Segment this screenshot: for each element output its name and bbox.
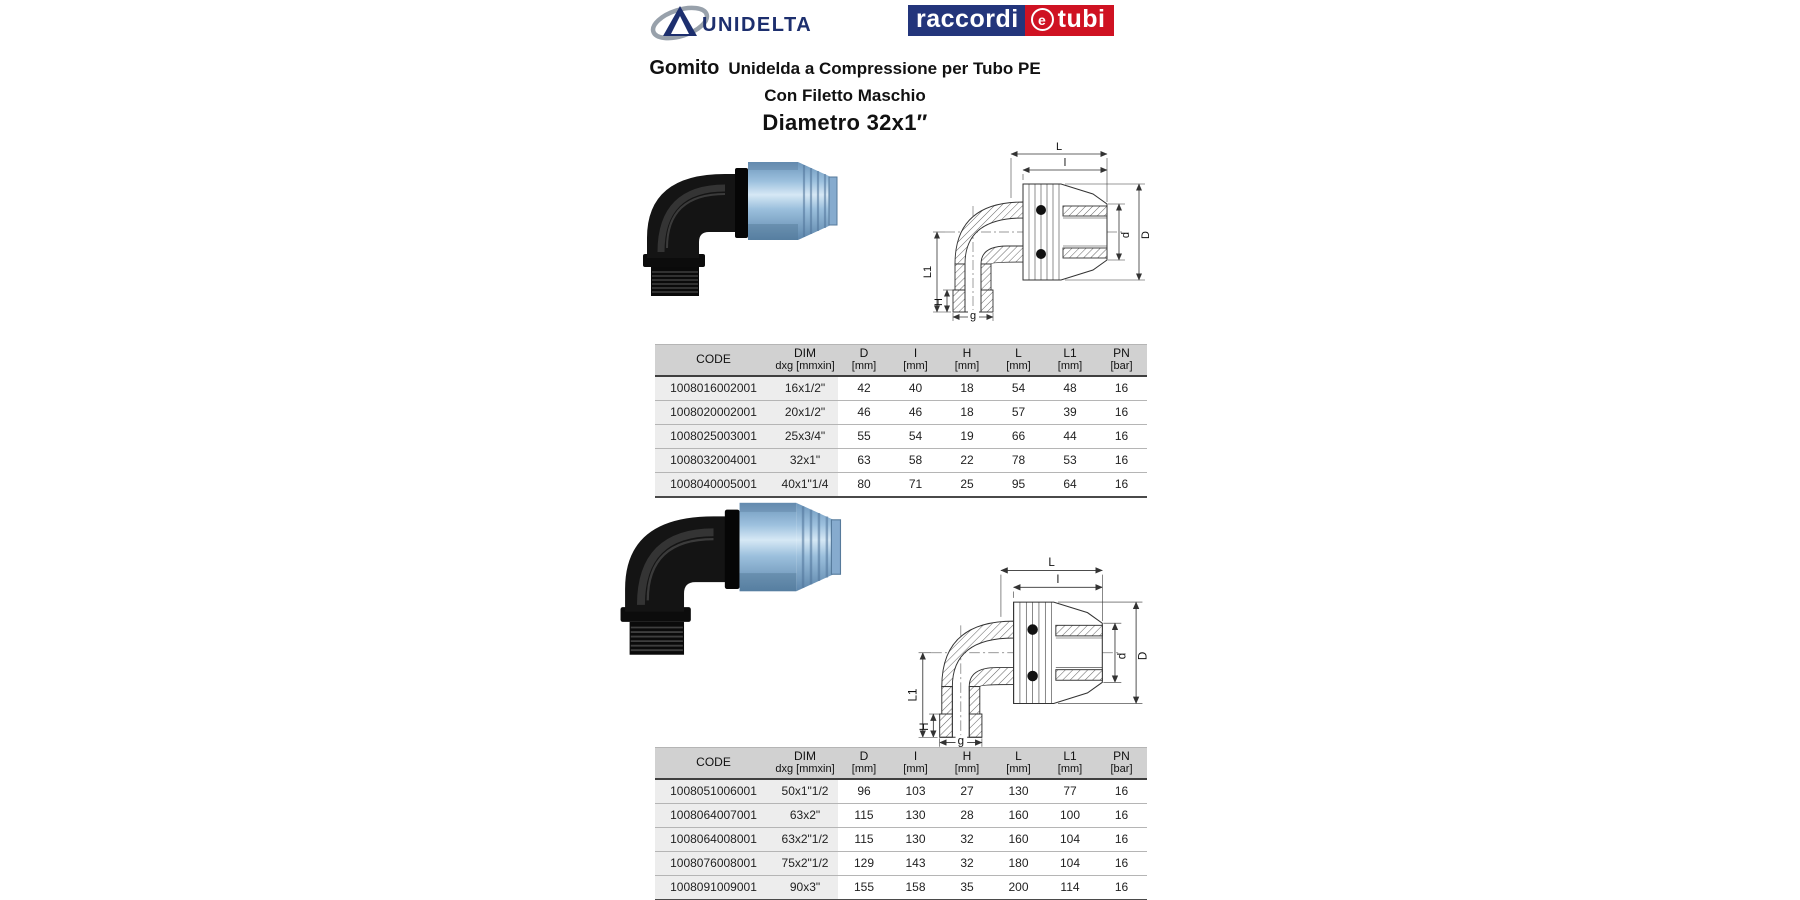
- cell-value: 95: [993, 472, 1044, 497]
- cell-value: 129: [838, 851, 890, 875]
- cell-value: 200: [993, 875, 1044, 900]
- title-line-2: Con Filetto Maschio: [764, 86, 926, 105]
- cell-value: 143: [890, 851, 941, 875]
- cell-value: 160: [993, 803, 1044, 827]
- cell-value: 100: [1044, 803, 1096, 827]
- cell-value: 114: [1044, 875, 1096, 900]
- cell-code: 1008064008001: [655, 827, 772, 851]
- cell-value: 18: [941, 400, 993, 424]
- cell-code: 1008016002001: [655, 376, 772, 401]
- cell-dim: 20x1/2": [772, 400, 838, 424]
- cell-value: 71: [890, 472, 941, 497]
- table-row: [655, 827, 1147, 851]
- cell-value: 16: [1096, 376, 1147, 401]
- column-header-dim: DIM dxg [mmxin]: [772, 345, 838, 376]
- title-diameter: Diametro 32x1″: [762, 110, 928, 135]
- raccordietubi-logo: [908, 5, 1114, 36]
- cell-code: 1008091009001: [655, 875, 772, 900]
- cell-code: 1008064007001: [655, 803, 772, 827]
- cell-code: 1008040005001: [655, 472, 772, 497]
- cell-value: 160: [993, 827, 1044, 851]
- cell-dim: 63x2": [772, 803, 838, 827]
- cell-value: 19: [941, 424, 993, 448]
- unidelta-logo: [650, 3, 825, 43]
- cell-value: 54: [890, 424, 941, 448]
- cell-dim: 50x1"1/2: [772, 779, 838, 804]
- table-row: [655, 803, 1147, 827]
- column-header-l: L [mm]: [993, 748, 1044, 779]
- column-header-code: CODE: [655, 345, 772, 376]
- cell-value: 28: [941, 803, 993, 827]
- cell-value: 78: [993, 448, 1044, 472]
- raccordi-wordmark: raccordi: [908, 5, 1025, 36]
- cell-code: 1008076008001: [655, 851, 772, 875]
- cell-value: 46: [838, 400, 890, 424]
- cell-value: 35: [941, 875, 993, 900]
- cell-dim: 75x2"1/2: [772, 851, 838, 875]
- cell-value: 16: [1096, 875, 1147, 900]
- cell-value: 57: [993, 400, 1044, 424]
- column-header-l1: L1 [mm]: [1044, 345, 1096, 376]
- column-header-code: CODE: [655, 748, 772, 779]
- column-header-i: I [mm]: [890, 345, 941, 376]
- cell-value: 55: [838, 424, 890, 448]
- cell-value: 39: [1044, 400, 1096, 424]
- table-row: [655, 376, 1147, 401]
- cell-code: 1008032004001: [655, 448, 772, 472]
- cell-value: 103: [890, 779, 941, 804]
- cell-value: 44: [1044, 424, 1096, 448]
- cell-dim: 16x1/2": [772, 376, 838, 401]
- table-2-header: [655, 748, 1147, 779]
- spec-table-2: [655, 747, 1147, 900]
- cell-dim: 63x2"1/2: [772, 827, 838, 851]
- cell-value: 115: [838, 803, 890, 827]
- cell-value: 16: [1096, 400, 1147, 424]
- cell-value: 48: [1044, 376, 1096, 401]
- cell-value: 46: [890, 400, 941, 424]
- tubi-wordmark: [1025, 5, 1114, 36]
- cell-value: 16: [1096, 472, 1147, 497]
- cell-dim: 90x3": [772, 875, 838, 900]
- table-row: [655, 875, 1147, 900]
- cell-value: 22: [941, 448, 993, 472]
- column-header-pn: PN [bar]: [1096, 345, 1147, 376]
- cell-value: 66: [993, 424, 1044, 448]
- technical-diagram-2: [908, 528, 1172, 748]
- cell-value: 96: [838, 779, 890, 804]
- e-circle-icon: e: [1031, 8, 1054, 31]
- product-type: Gomito: [649, 57, 720, 79]
- cell-value: 180: [993, 851, 1044, 875]
- cell-code: 1008020002001: [655, 400, 772, 424]
- cell-value: 104: [1044, 851, 1096, 875]
- cell-value: 158: [890, 875, 941, 900]
- cell-value: 16: [1096, 851, 1147, 875]
- cell-value: 16: [1096, 779, 1147, 804]
- product-photo-2: [566, 462, 844, 657]
- table-row: [655, 851, 1147, 875]
- cell-value: 104: [1044, 827, 1096, 851]
- table-row: [655, 424, 1147, 448]
- cell-value: 32: [941, 827, 993, 851]
- cell-value: 18: [941, 376, 993, 401]
- cell-value: 42: [838, 376, 890, 401]
- cell-value: 80: [838, 472, 890, 497]
- table-row: [655, 400, 1147, 424]
- column-header-pn: PN [bar]: [1096, 748, 1147, 779]
- table-1-header: [655, 345, 1147, 376]
- cell-value: 77: [1044, 779, 1096, 804]
- cell-value: 27: [941, 779, 993, 804]
- cell-code: 1008025003001: [655, 424, 772, 448]
- cell-value: 16: [1096, 448, 1147, 472]
- cell-value: 64: [1044, 472, 1096, 497]
- cell-value: 25: [941, 472, 993, 497]
- tubi-text: tubi: [1057, 5, 1106, 33]
- cell-value: 130: [993, 779, 1044, 804]
- column-header-d: D [mm]: [838, 748, 890, 779]
- unidelta-logo-text: UNIDELTA: [702, 14, 813, 36]
- cell-value: 63: [838, 448, 890, 472]
- title-line-1: [560, 57, 1130, 80]
- cell-code: 1008051006001: [655, 779, 772, 804]
- title-line-1-rest: Unidelda a Compressione per Tubo PE: [728, 59, 1041, 78]
- column-header-h: H [mm]: [941, 345, 993, 376]
- column-header-l: L [mm]: [993, 345, 1044, 376]
- cell-value: 40: [890, 376, 941, 401]
- table-row: [655, 779, 1147, 804]
- cell-value: 115: [838, 827, 890, 851]
- cell-value: 130: [890, 827, 941, 851]
- cell-value: 16: [1096, 803, 1147, 827]
- cell-value: 16: [1096, 827, 1147, 851]
- column-header-dim: DIM dxg [mmxin]: [772, 748, 838, 779]
- cell-dim: 32x1": [772, 448, 838, 472]
- cell-value: 155: [838, 875, 890, 900]
- table-2-body: [655, 779, 1147, 900]
- column-header-h: H [mm]: [941, 748, 993, 779]
- cell-value: 53: [1044, 448, 1096, 472]
- column-header-i: I [mm]: [890, 748, 941, 779]
- column-header-l1: L1 [mm]: [1044, 748, 1096, 779]
- column-header-d: D [mm]: [838, 345, 890, 376]
- cell-dim: 40x1"1/4: [772, 472, 838, 497]
- technical-diagram-1: [923, 114, 1173, 322]
- product-photo-1: [595, 126, 840, 298]
- cell-value: 54: [993, 376, 1044, 401]
- cell-value: 16: [1096, 424, 1147, 448]
- cell-value: 130: [890, 803, 941, 827]
- cell-dim: 25x3/4": [772, 424, 838, 448]
- cell-value: 32: [941, 851, 993, 875]
- cell-value: 58: [890, 448, 941, 472]
